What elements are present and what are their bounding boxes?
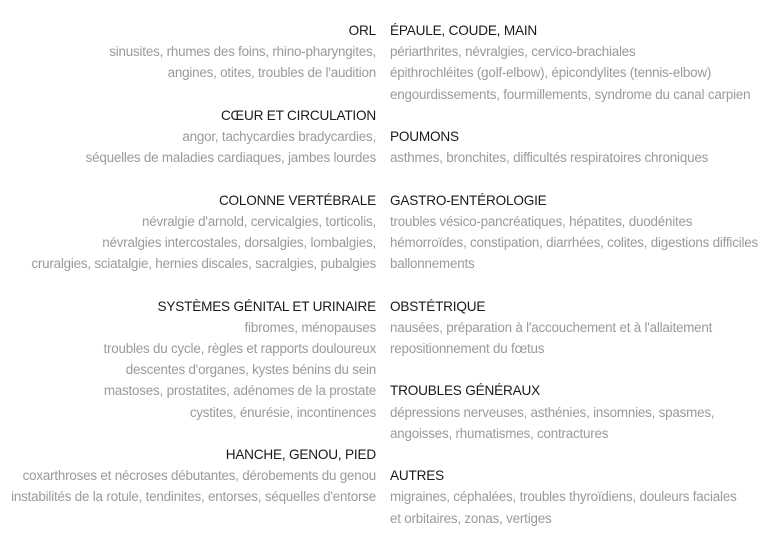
section-troubles-generaux — [390, 380, 768, 444]
section-poumons — [390, 126, 768, 168]
condition-line: migraines, céphalées, troubles thyroïdiens, douleurs faciales — [390, 489, 737, 505]
condition-line: séquelles de maladies cardiaques, jambes lourdes — [85, 150, 376, 166]
section-heading: AUTRES — [390, 468, 444, 484]
section-hanche-genou-pied — [0, 444, 376, 508]
section-epaule-coude-main — [390, 20, 768, 105]
condition-line: cruralgies, sciatalgie, hernies discales, sacralgies, pubalgies — [31, 256, 376, 272]
left-column — [0, 20, 376, 508]
condition-line: repositionnement du fœtus — [390, 341, 545, 356]
section-heading: CŒUR ET CIRCULATION — [220, 107, 376, 123]
section-heading: COLONNE VERTÉBRALE — [218, 192, 376, 208]
condition-line: troubles du cycle, règles et rapports douloureux — [103, 341, 376, 356]
condition-line: nausées, préparation à l'accouchement et à l'allaitement — [390, 319, 713, 335]
section-obstetrique — [390, 296, 768, 360]
condition-line: névralgies intercostales, dorsalgies, lombalgies, — [102, 235, 376, 250]
section-heading: OBSTÉTRIQUE — [390, 298, 486, 314]
condition-line: et orbitaires, zonas, vertiges — [390, 510, 552, 526]
condition-line: angor, tachycardies bradycardies, — [182, 129, 376, 144]
condition-line: dépressions nerveuses, asthénies, insomnies, spasmes, — [390, 404, 715, 420]
condition-line: descentes d'organes, kystes bénins du sein — [125, 362, 376, 378]
section-orl — [0, 20, 376, 84]
condition-line: troubles vésico-pancréatiques, hépatites, duodénites — [390, 213, 693, 229]
condition-line: angoisses, rhumatismes, contractures — [390, 425, 609, 441]
section-heading: ÉPAULE, COUDE, MAIN — [390, 23, 538, 38]
condition-line: épithrochléites (golf-elbow), épicondylites (tennis-elbow) — [390, 65, 712, 81]
condition-line: angines, otites, troubles de l'audition — [167, 65, 376, 81]
condition-line: fibromes, ménopauses — [244, 319, 376, 335]
section-genital-urinaire — [0, 296, 376, 423]
condition-line: cystites, énurésie, incontinences — [189, 404, 376, 420]
section-heading: ORL — [348, 23, 376, 38]
condition-line: névralgie d'arnold, cervicalgies, torticolis, — [142, 213, 376, 229]
section-heading: GASTRO-ENTÉROLOGIE — [390, 192, 547, 208]
right-column — [390, 20, 768, 529]
section-heading: POUMONS — [390, 129, 459, 144]
condition-line: mastoses, prostatites, adénomes de la prostate — [103, 383, 376, 399]
condition-line: coxarthroses et nécroses débutantes, dérobements du genou — [22, 468, 376, 484]
section-autres — [390, 465, 768, 529]
section-coeur-circulation — [0, 105, 376, 169]
section-heading: HANCHE, GENOU, PIED — [225, 447, 376, 462]
condition-line: sinusites, rhumes des foins, rhino-pharyngites, — [109, 44, 376, 60]
section-heading: TROUBLES GÉNÉRAUX — [390, 383, 540, 399]
condition-line: ballonnements — [390, 256, 475, 272]
condition-line: engourdissements, fourmillements, syndrome du canal carpien — [390, 86, 751, 102]
condition-line: asthmes, bronchites, difficultés respiratoires chroniques — [390, 150, 709, 166]
section-heading: SYSTÈMES GÉNITAL ET URINAIRE — [157, 298, 376, 314]
section-colonne-vertebrale — [0, 190, 376, 275]
condition-line: hémorroïdes, constipation, diarrhées, colites, digestions difficiles — [390, 235, 758, 250]
section-gastro-enterologie — [390, 190, 768, 275]
condition-line: instabilités de la rotule, tendinites, entorses, séquelles d'entorse — [11, 489, 376, 505]
condition-line: périarthrites, névralgies, cervico-brachiales — [390, 44, 636, 60]
